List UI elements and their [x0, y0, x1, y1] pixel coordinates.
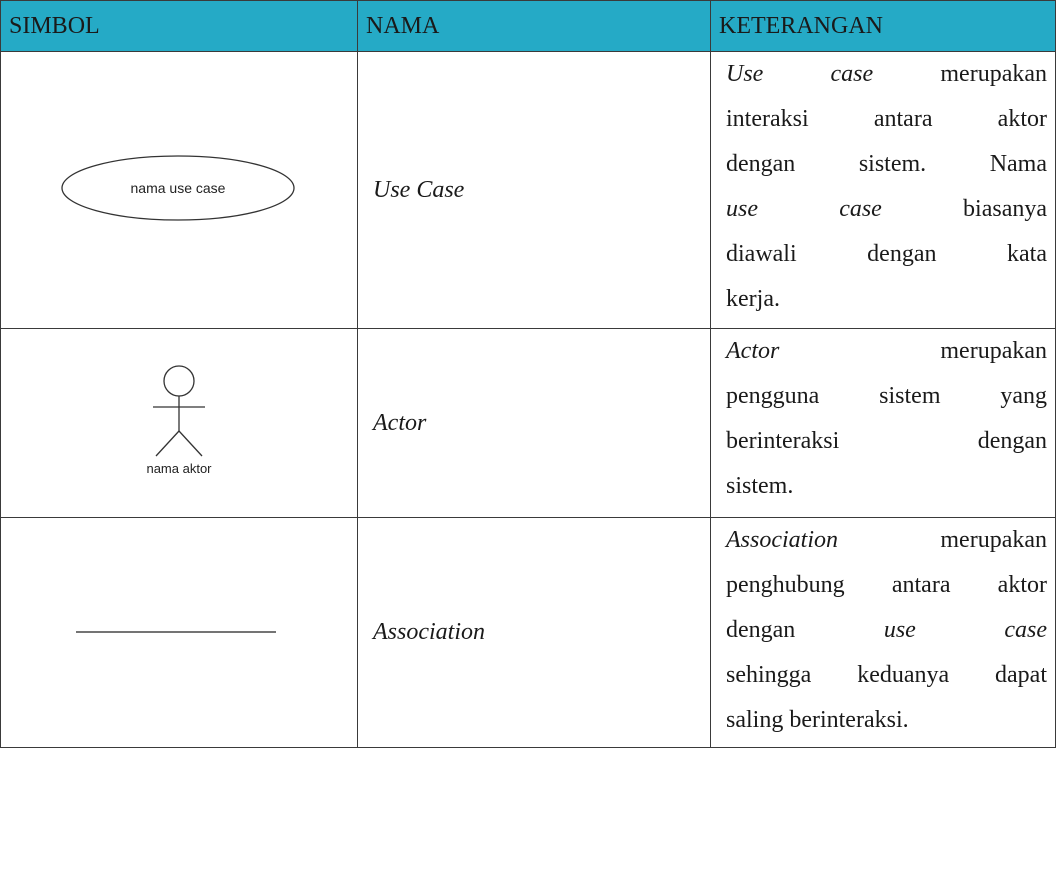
- nama-cell: Association: [358, 518, 711, 748]
- table-row: [1, 518, 1056, 748]
- text-line: diawali dengan kata: [726, 241, 1047, 267]
- nama-cell: Actor: [358, 329, 711, 518]
- use-case-ellipse-icon: [59, 153, 299, 223]
- text-line: penghubung antara aktor: [726, 572, 1047, 598]
- table-row: [1, 329, 1056, 518]
- keterangan-cell: [711, 329, 1056, 518]
- text-line: berinteraksi dengan: [726, 428, 1047, 454]
- text-line: sistem.: [726, 473, 794, 499]
- text-line: Use case merupakan: [726, 61, 1048, 87]
- association-line-icon: [64, 627, 294, 637]
- text-line: kerja.: [726, 286, 780, 312]
- text-line: use case biasanya: [726, 196, 1047, 222]
- text-line: pengguna sistem yang: [726, 383, 1047, 409]
- symbol-cell: [1, 518, 358, 748]
- header-row: [1, 1, 1056, 52]
- symbol-label: nama use case: [130, 179, 226, 196]
- header-simbol: SIMBOL: [1, 1, 358, 52]
- text-line: interaksi antara aktor: [726, 106, 1047, 132]
- symbol-cell: [1, 329, 358, 518]
- nama-cell: Use Case: [358, 52, 711, 329]
- symbol-label: nama aktor: [146, 460, 212, 476]
- text-line: dengan sistem. Nama: [726, 151, 1047, 177]
- keterangan-cell: [711, 52, 1056, 329]
- text-line: Association merupakan: [726, 527, 1047, 553]
- text-line: saling berinteraksi.: [726, 707, 909, 733]
- text-line: dengan use case: [726, 617, 1047, 643]
- symbol-cell: [1, 52, 358, 329]
- text-line: Actor merupakan: [726, 338, 1047, 364]
- keterangan-cell: [711, 518, 1056, 748]
- actor-stick-figure-icon: [129, 361, 229, 481]
- text-line: sehingga keduanya dapat: [726, 662, 1047, 688]
- header-nama: NAMA: [358, 1, 711, 52]
- header-keterangan: KETERANGAN: [711, 1, 1056, 52]
- table-row: [1, 52, 1056, 329]
